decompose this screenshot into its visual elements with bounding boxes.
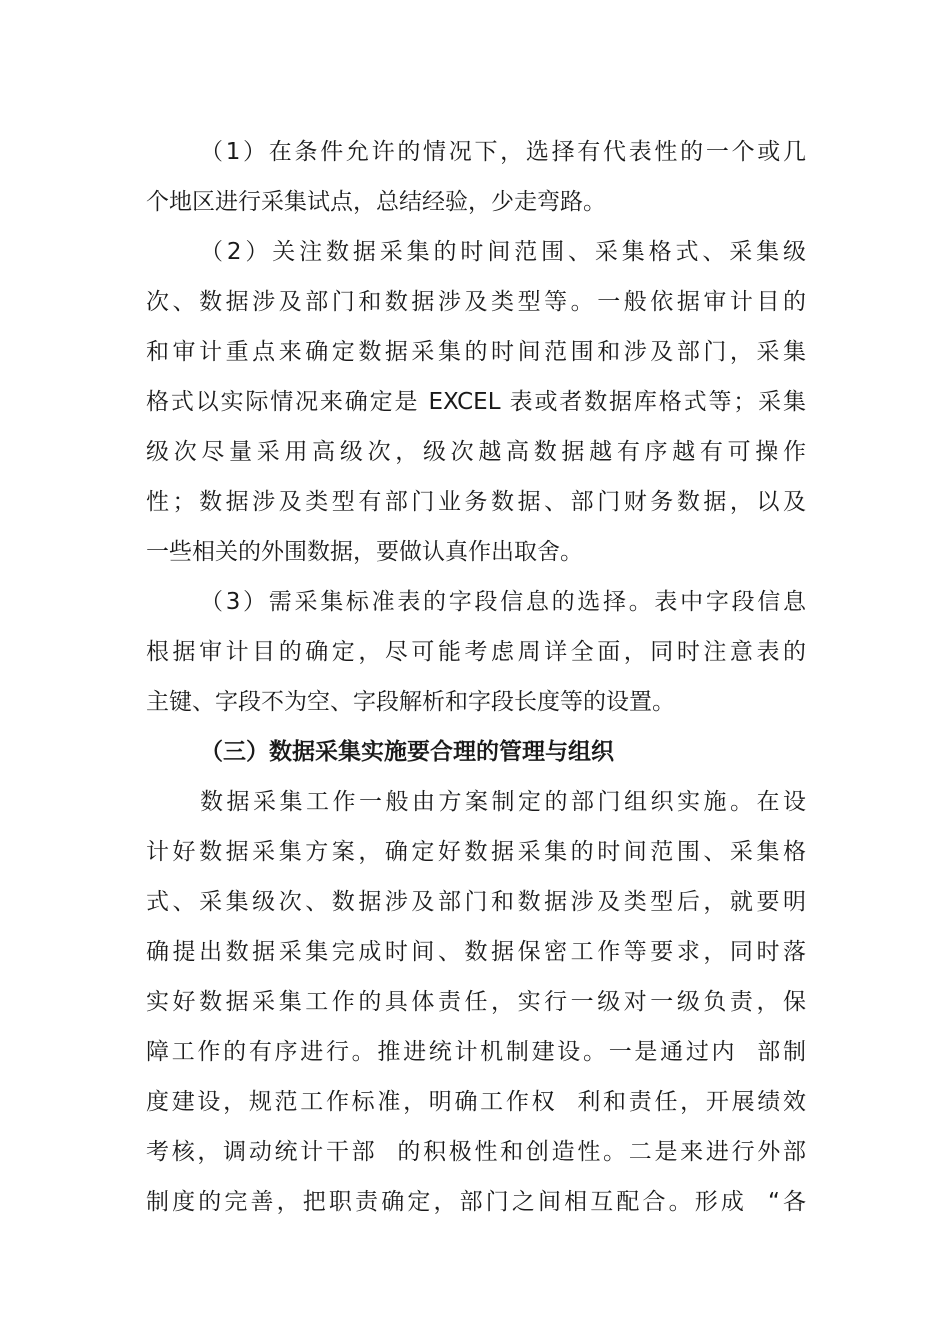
paragraph-line: 数据采集工作一般由方案制定的部门组织实施。在设 <box>200 789 806 815</box>
paragraph-line: 制度的完善，把职责确定，部门之间相互配合。形成 “各 <box>146 1189 806 1215</box>
paragraph-line: （2）关注数据采集的时间范围、采集格式、采集级 <box>200 239 806 265</box>
paragraph-line: 考核，调动统计干部 的积极性和创造性。二是来进行外部 <box>146 1139 806 1165</box>
section-heading: （三）数据采集实施要合理的管理与组织 <box>200 739 614 765</box>
paragraph-line: 性；数据涉及类型有部门业务数据、部门财务数据，以及 <box>146 489 806 515</box>
paragraph-line: 主键、字段不为空、字段解析和字段长度等的设置。 <box>146 689 675 715</box>
paragraph-line: 计好数据采集方案，确定好数据采集的时间范围、采集格 <box>146 839 806 865</box>
paragraph-line: 根据审计目的确定，尽可能考虑周详全面，同时注意表的 <box>146 639 806 665</box>
paragraph-line: 实好数据采集工作的具体责任，实行一级对一级负责，保 <box>146 989 806 1015</box>
paragraph-line: 一些相关的外围数据，要做认真作出取舍。 <box>146 539 583 565</box>
paragraph-line: 确提出数据采集完成时间、数据保密工作等要求，同时落 <box>146 939 806 965</box>
paragraph-line: 式、采集级次、数据涉及部门和数据涉及类型后，就要明 <box>146 889 806 915</box>
paragraph-line: 度建设，规范工作标准，明确工作权 利和责任，开展绩效 <box>146 1089 806 1115</box>
paragraph-line: （3）需采集标准表的字段信息的选择。表中字段信息 <box>200 589 806 615</box>
paragraph-line: 级次尽量采用高级次，级次越高数据越有序越有可操作 <box>146 439 806 465</box>
paragraph-line: 格式以实际情况来确定是 EXCEL 表或者数据库格式等；采集 <box>146 389 806 415</box>
paragraph-line: （1）在条件允许的情况下，选择有代表性的一个或几 <box>200 139 806 165</box>
paragraph-line: 障工作的有序进行。推进统计机制建设。一是通过内 部制 <box>146 1039 806 1065</box>
paragraph-line: 个地区进行采集试点，总结经验，少走弯路。 <box>146 189 606 215</box>
paragraph-line: 次、数据涉及部门和数据涉及类型等。一般依据审计目的 <box>146 289 806 315</box>
paragraph-line: 和审计重点来确定数据采集的时间范围和涉及部门，采集 <box>146 339 806 365</box>
